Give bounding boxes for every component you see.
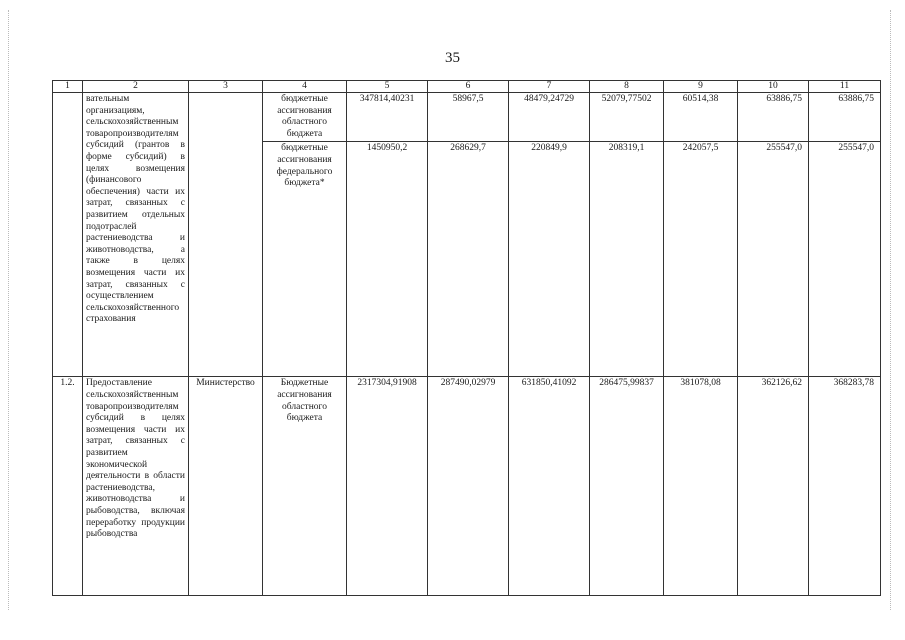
value-cell: 208319,1 bbox=[590, 142, 664, 377]
header-cell: 8 bbox=[590, 81, 664, 93]
value-cell: 48479,24729 bbox=[509, 93, 590, 142]
header-row bbox=[53, 81, 881, 93]
table-row-1-2 bbox=[53, 377, 881, 596]
value-cell: 2317304,91908 bbox=[347, 377, 428, 596]
value-cell: 268629,7 bbox=[428, 142, 509, 377]
row-number-cell bbox=[53, 93, 83, 377]
page-number: 35 bbox=[445, 50, 460, 66]
value-cell: 255547,0 bbox=[738, 142, 809, 377]
measure-description: Предоставление сельскохозяйственным товаропроизводителям субсидий в целях возмещения части их затрат, связанных с развитием экономической деятельности в области растениеводства, животноводства и рыбоводства, включая переработку продукции рыбоводства bbox=[83, 377, 189, 596]
header-cell: 7 bbox=[509, 81, 590, 93]
value-cell: 381078,08 bbox=[664, 377, 738, 596]
header-cell: 6 bbox=[428, 81, 509, 93]
value-cell: 362126,62 bbox=[738, 377, 809, 596]
value-cell: 220849,9 bbox=[509, 142, 590, 377]
value-cell: 287490,02979 bbox=[428, 377, 509, 596]
value-cell: 255547,0 bbox=[809, 142, 881, 377]
header-cell: 3 bbox=[189, 81, 263, 93]
value-cell: 286475,99837 bbox=[590, 377, 664, 596]
budget-table bbox=[52, 80, 881, 596]
value-cell: 52079,77502 bbox=[590, 93, 664, 142]
header-cell: 10 bbox=[738, 81, 809, 93]
funding-source: Бюджетные ассигнования областного бюджета bbox=[263, 377, 347, 596]
table-row-continuation-regional bbox=[53, 93, 881, 142]
value-cell: 60514,38 bbox=[664, 93, 738, 142]
scan-edge-right bbox=[890, 10, 892, 610]
value-cell: 63886,75 bbox=[809, 93, 881, 142]
value-cell: 1450950,2 bbox=[347, 142, 428, 377]
value-cell: 242057,5 bbox=[664, 142, 738, 377]
executor-cell bbox=[189, 93, 263, 377]
value-cell: 368283,78 bbox=[809, 377, 881, 596]
value-cell: 631850,41092 bbox=[509, 377, 590, 596]
header-cell: 2 bbox=[83, 81, 189, 93]
scan-edge-left bbox=[8, 10, 10, 610]
header-cell: 1 bbox=[53, 81, 83, 93]
header-cell: 11 bbox=[809, 81, 881, 93]
header-cell: 5 bbox=[347, 81, 428, 93]
value-cell: 347814,40231 bbox=[347, 93, 428, 142]
row-number-cell: 1.2. bbox=[53, 377, 83, 596]
funding-source: бюджетные ассигнования областного бюджета bbox=[263, 93, 347, 142]
funding-source: бюджетные ассигнования федерального бюджета* bbox=[263, 142, 347, 377]
value-cell: 58967,5 bbox=[428, 93, 509, 142]
measure-description: вательным организациям, сельскохозяйственным товаропроизводителям субсидий (грантов в форме субсидий) в целях возмещения (финансового обеспечения) части их затрат, связанных с развитием отдельных подотраслей растениеводства и животноводства, а также в целях возмещения части их затрат, связанных с осуществлением сельскохозяйственного страхования bbox=[83, 93, 189, 377]
header-cell: 4 bbox=[263, 81, 347, 93]
header-cell: 9 bbox=[664, 81, 738, 93]
value-cell: 63886,75 bbox=[738, 93, 809, 142]
executor-cell: Министерство bbox=[189, 377, 263, 596]
